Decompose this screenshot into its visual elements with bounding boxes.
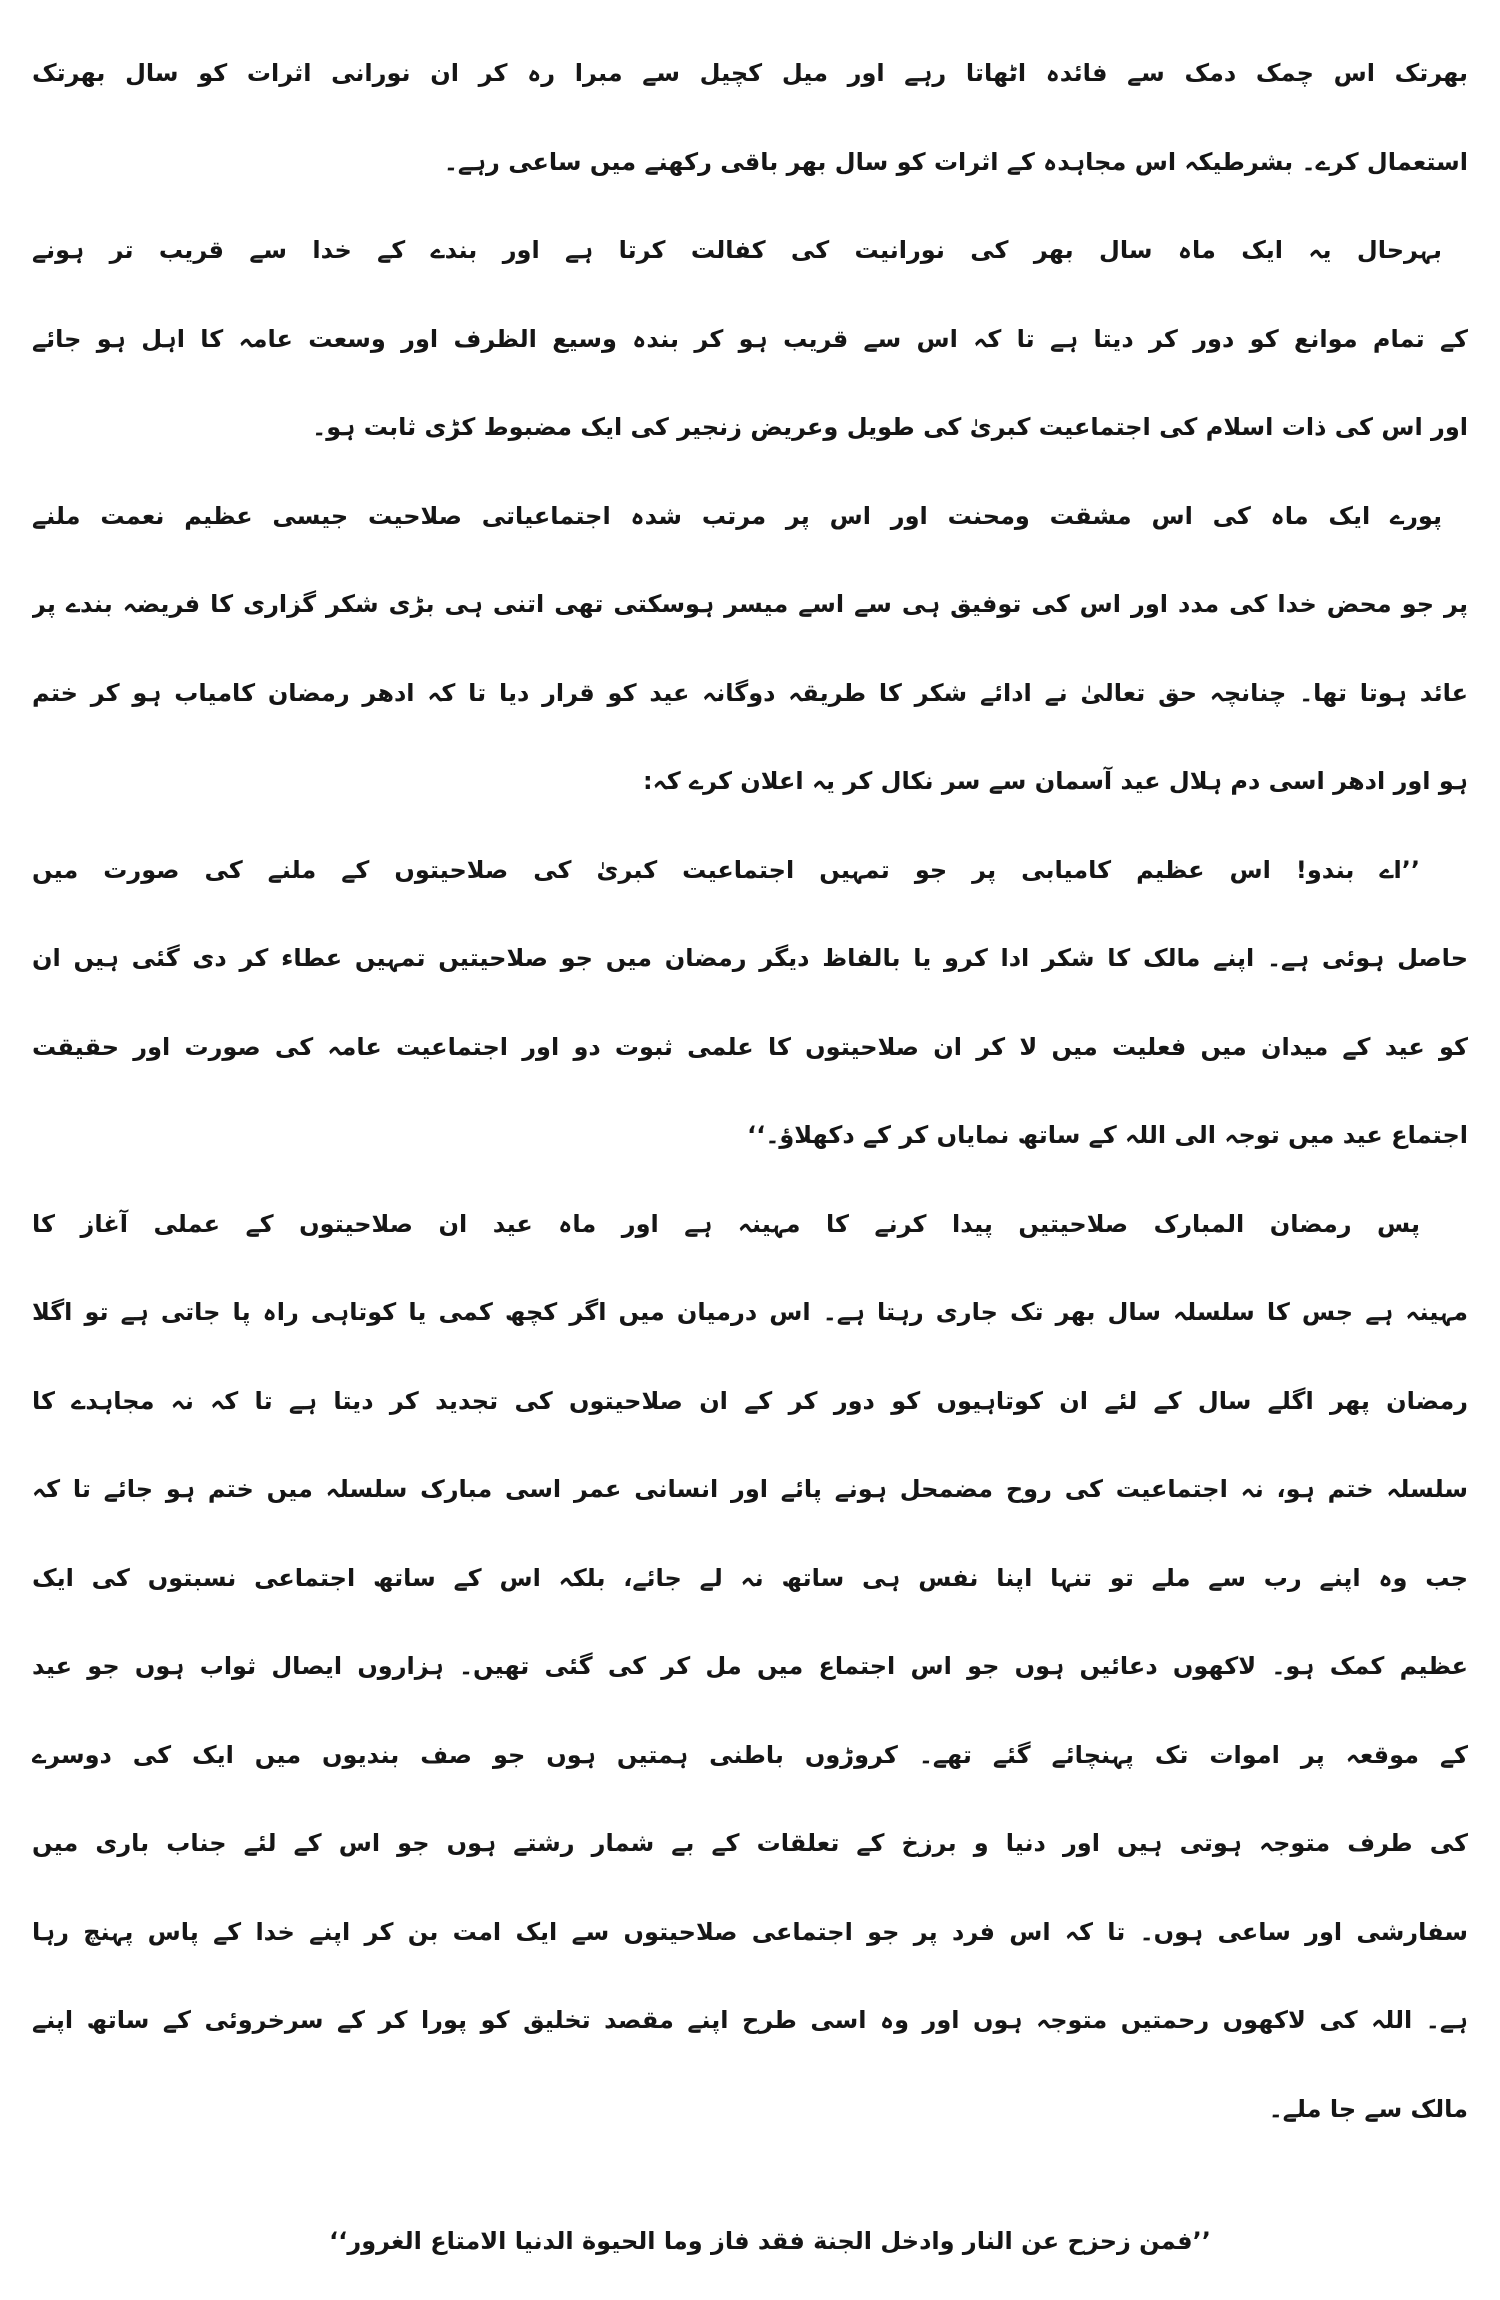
text-line: اور اس کی ذات اسلام کی اجتماعیت کبریٰ کی طویل وعریض زنجیر کی ایک مضبوط کڑی ثابت ہو۔ [312, 413, 1468, 441]
paragraph [32, 472, 1468, 826]
quranic-verse [32, 2197, 1468, 2286]
text-line: کی طرف متوجہ ہوتی ہیں اور دنیا و برزخ کے تعلقات کے بے شمار رشتے ہوں جو اس کے لئے جناب باری میں [32, 1829, 1468, 1857]
text-line: پورے ایک ماہ کی اس مشقت ومحنت اور اس پر مرتب شدہ اجتماعیاتی صلاحیت جیسی عظیم نعمت ملنے [32, 501, 1442, 530]
text-line: جب وہ اپنے رب سے ملے تو تنہا اپنا نفس ہی ساتھ نہ لے جائے، بلکہ اس کے ساتھ اجتماعی نسبتوں کی ایک [32, 1563, 1468, 1592]
text-line: ہو اور ادھر اسی دم ہلال عید آسمان سے سر نکال کر یہ اعلان کرے کہ: [643, 767, 1468, 795]
quotation [32, 826, 1468, 1180]
text-line: اجتماع عید میں توجہ الی اللہ کے ساتھ نمایاں کر کے دکھلاؤ۔‘‘ [747, 1121, 1468, 1149]
text-line: عظیم کمک ہو۔ لاکھوں دعائیں ہوں جو اس اجتماع میں مل کر کی گئی تھیں۔ ہزاروں ایصال ثواب ہوں جو عید [32, 1652, 1468, 1680]
text-line: بھرتک اس چمک دمک سے فائدہ اٹھاتا رہے اور میل کچیل سے مبرا رہ کر ان نورانی اثرات کو سال بھرتک [32, 59, 1468, 87]
text-line: سلسلہ ختم ہو، نہ اجتماعیت کی روح مضمحل ہونے پائے اور انسانی عمر اسی مبارک سلسلہ میں ختم ہو جائے تا کہ [32, 1475, 1468, 1503]
text-line: مہینہ ہے جس کا سلسلہ سال بھر تک جاری رہتا ہے۔ اس درمیان میں اگر کچھ کمی یا کوتاہی راہ پا جاتی ہے تو اگلا [32, 1298, 1468, 1326]
text-line: حاصل ہوئی ہے۔ اپنے مالک کا شکر ادا کرو یا بالفاظ دیگر رمضان میں جو صلاحیتیں تمہیں عطاء کر دی گئی ہیں ان [32, 944, 1468, 972]
paragraph [32, 1180, 1468, 2154]
text-line: کے موقعہ پر اموات تک پہنچائے گئے تھے۔ کروڑوں باطنی ہمتیں ہوں جو صف بندیوں میں ایک کی دوسرے [32, 1740, 1468, 1769]
paragraph [32, 206, 1468, 472]
text-line: عائد ہوتا تھا۔ چنانچہ حق تعالیٰ نے ادائے شکر کا طریقہ دوگانہ عید کو قرار دیا تا کہ ادھر رمضان کامیاب ہو کر ختم [32, 678, 1468, 707]
text-line: سفارشی اور ساعی ہوں۔ تا کہ اس فرد پر جو اجتماعی صلاحیتوں سے ایک امت بن کر اپنے خدا کے پاس پہنچ رہا [32, 1917, 1468, 1946]
text-line: کو عید کے میدان میں فعلیت میں لا کر ان صلاحیتوں کا علمی ثبوت دو اور اجتماعیت عامہ کی صورت اور حقیقت [32, 1032, 1468, 1061]
text-line: بہرحال یہ ایک ماہ سال بھر کی نورانیت کی کفالت کرتا ہے اور بندے کے خدا سے قریب تر ہونے [32, 236, 1442, 264]
text-line: ’’اے بندو! اس عظیم کامیابی پر جو تمہیں اجتماعیت کبریٰ کی صلاحیتوں کے ملنے کی صورت میں [32, 855, 1420, 884]
text-line: پس رمضان المبارک صلاحیتیں پیدا کرنے کا مہینہ ہے اور ماہ عید ان صلاحیتوں کے عملی آغاز کا [32, 1209, 1420, 1238]
text-line: مالک سے جا ملے۔ [1268, 2094, 1468, 2123]
text-line: کے تمام موانع کو دور کر دیتا ہے تا کہ اس سے قریب ہو کر بندہ وسیع الظرف اور وسعت عامہ کا اہل ہو جائے [32, 324, 1468, 353]
text-line: رمضان پھر اگلے سال کے لئے ان کوتاہیوں کو دور کر کے ان صلاحیتوں کی تجدید کر دیتا ہے تا کہ نہ مجاہدے کا [32, 1386, 1468, 1415]
verse-line: ’’فمن زحزح عن النار وادخل الجنة فقد فاز وما الحيوة الدنيا الامتاع الغرور‘‘ [329, 2227, 1211, 2255]
text-line: پر جو محض خدا کی مدد اور اس کی توفیق ہی سے اسے میسر ہوسکتی تھی اتنی ہی بڑی شکر گزاری کا فریضہ بندے پر [32, 590, 1468, 618]
text-line: استعمال کرے۔ بشرطیکہ اس مجاہدہ کے اثرات کو سال بھر باقی رکھنے میں ساعی رہے۔ [443, 147, 1468, 176]
text-line: ہے۔ اللہ کی لاکھوں رحمتیں متوجہ ہوں اور وہ اسی طرح اپنے مقصد تخلیق کو پورا کر کے سرخروئی کے ساتھ اپنے [32, 2006, 1468, 2034]
paragraph-continuation [32, 29, 1468, 206]
